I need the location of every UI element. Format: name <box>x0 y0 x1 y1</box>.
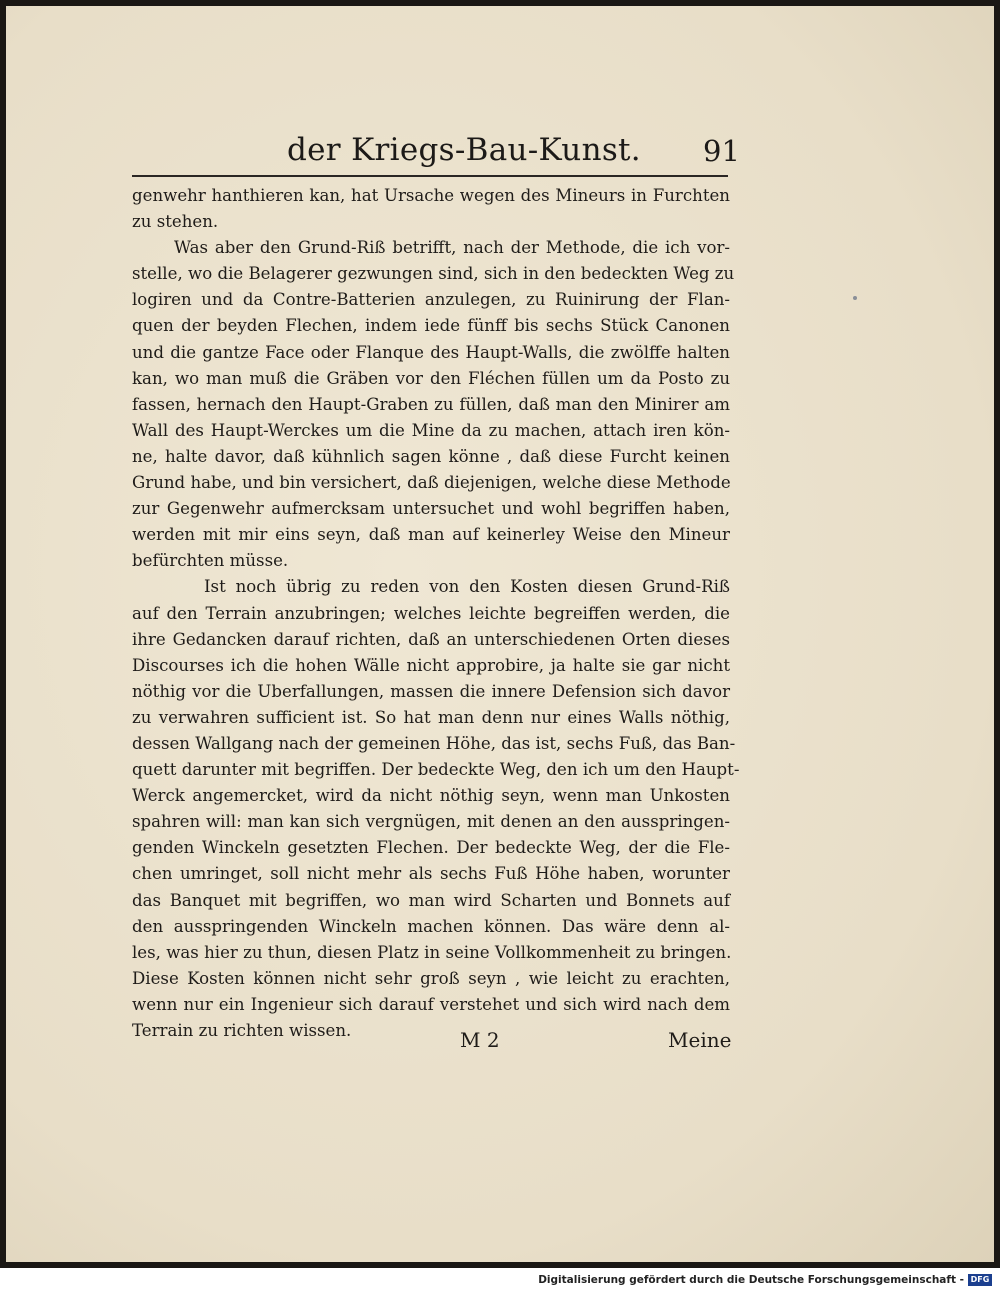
text-line: Grund habe, und bin versichert, daß diejenigen, welche diese Methode <box>132 473 731 493</box>
catchword: Meine <box>668 1028 732 1052</box>
text-line: nöthig vor die Uberfallungen, massen die innere Defension sich davor <box>132 681 730 701</box>
text-line: zur Gegenwehr aufmercksam untersuchet und wohl begriffen haben, <box>132 499 730 519</box>
text-line: ihre Gedancken darauf richten, daß an unterschiedenen Orten dieses <box>132 629 730 649</box>
text-line: quett darunter mit begriffen. Der bedeckte Weg, den ich um den Haupt- <box>132 760 740 780</box>
text-line: Discourses ich die hohen Wälle nicht approbire, ja halte sie gar nicht <box>132 655 730 675</box>
paper-spot <box>853 296 857 300</box>
text-line: zu verwahren sufficient ist. So hat man denn nur eines Walls nöthig, <box>132 707 730 727</box>
text-line: und die gantze Face oder Flanque des Haupt-Walls, die zwölffe halten <box>132 342 730 362</box>
text-line: ne, halte davor, daß kühnlich sagen könne , daß diese Furcht keinen <box>132 446 730 466</box>
signature-mark: M 2 <box>460 1028 500 1052</box>
text-line: zu stehen. <box>132 212 219 232</box>
text-line: Was aber den Grund-Riß betrifft, nach der Methode, die ich vor- <box>174 238 730 258</box>
page-number: 91 <box>703 134 740 168</box>
text-line: fassen, hernach den Haupt-Graben zu füllen, daß man den Minirer am <box>132 394 730 414</box>
text-line: kan, wo man muß die Gräben vor den Fléchen füllen um da Posto zu <box>132 368 730 388</box>
text-line: Terrain zu richten wissen. <box>132 1021 352 1040</box>
text-line: Werck angemercket, wird da nicht nöthig seyn, wenn man Unkosten <box>132 786 730 806</box>
credit-text: Digitalisierung gefördert durch die Deutsche Forschungsgemeinschaft - <box>538 1274 964 1286</box>
text-line: befürchten müsse. <box>132 551 289 571</box>
text-line: Wall des Haupt-Werckes um die Mine da zu machen, attach iren kön- <box>132 420 730 440</box>
text-line: dessen Wallgang nach der gemeinen Höhe, das ist, sechs Fuß, das Ban- <box>132 733 736 753</box>
text-line: genden Winckeln gesetzten Flechen. Der bedeckte Weg, der die Fle- <box>132 838 730 858</box>
text-line: genwehr hanthieren kan, hat Ursache wegen des Mineurs in Furchten <box>132 186 730 205</box>
text-line: spahren will: man kan sich vergnügen, mit denen an den ausspringen- <box>132 812 730 832</box>
text-line: stelle, wo die Belagerer gezwungen sind, sich in den bedeckten Weg zu <box>132 264 735 284</box>
running-head: der Kriegs-Bau-Kunst. <box>287 132 641 168</box>
text-line: werden mit mir eins seyn, daß man auf keinerley Weise den Mineur <box>132 525 730 545</box>
body-text <box>132 183 740 1044</box>
text-line: Ist noch übrig zu reden von den Kosten diesen Grund-Riß <box>204 577 730 597</box>
text-line: auf den Terrain anzubringen; welches leichte begreiffen werden, die <box>132 603 730 623</box>
text-line: wenn nur ein Ingenieur sich darauf verstehet und sich wird nach dem <box>132 994 730 1014</box>
dfg-logo[interactable]: DFG <box>968 1274 992 1286</box>
text-line: den ausspringenden Winckeln machen können. Das wäre denn al- <box>132 916 730 936</box>
text-line: quen der beyden Flechen, indem iede fünff bis sechs Stück Canonen <box>132 316 730 336</box>
text-line: das Banquet mit begriffen, wo man wird Scharten und Bonnets auf <box>132 890 730 910</box>
text-line: Diese Kosten können nicht sehr groß seyn , wie leicht zu erachten, <box>132 968 730 988</box>
text-line: les, was hier zu thun, diesen Platz in seine Vollkommenheit zu bringen. <box>132 942 732 962</box>
text-line: logiren und da Contre-Batterien anzulegen, zu Ruinirung der Flan- <box>132 290 730 310</box>
digitization-credit <box>538 1274 992 1286</box>
header-rule <box>132 175 728 177</box>
text-line: chen umringet, soll nicht mehr als sechs Fuß Höhe haben, worunter <box>132 864 730 884</box>
